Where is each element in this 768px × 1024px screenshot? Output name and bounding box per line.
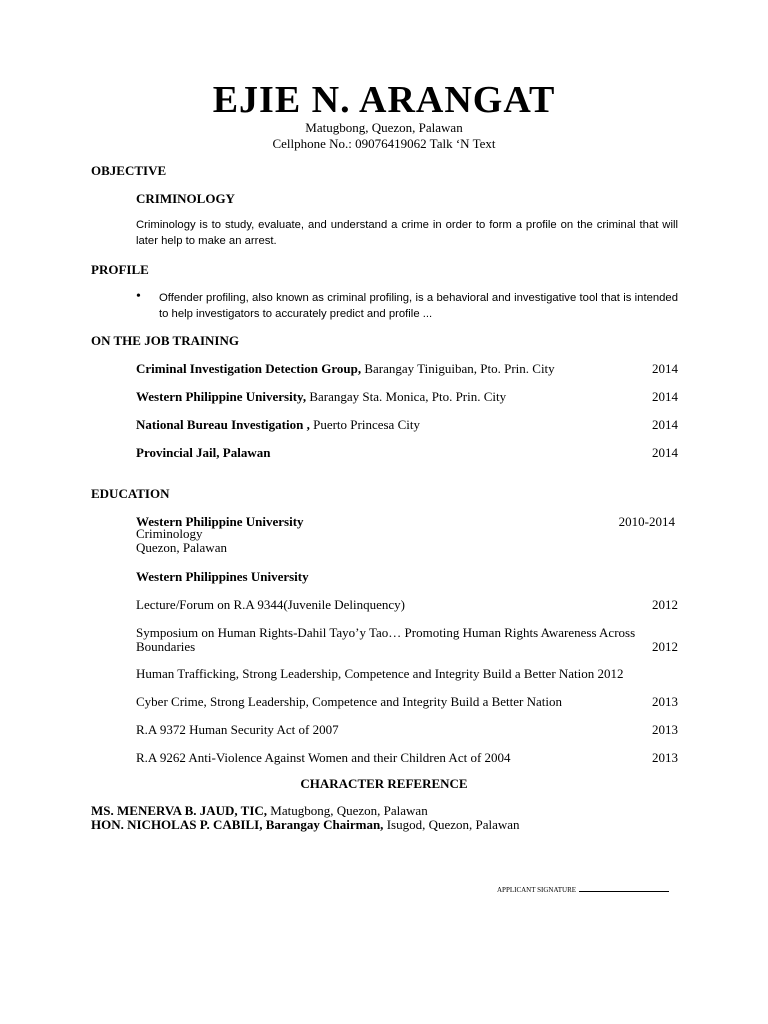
reference-heading: CHARACTER REFERENCE [300, 776, 468, 791]
education-course: Criminology [136, 526, 203, 541]
profile-text: Offender profiling, also known as criminal profiling, is a behavioral and investigative tool that is intended to help investigators to accurately predict and profile ... [159, 292, 678, 320]
ojt-year: 2014 [652, 361, 678, 376]
seminar-year: 2013 [652, 750, 678, 765]
phone-number: Cellphone No.: 09076419062 Talk ‘N Text [272, 136, 496, 151]
ojt-org: Provincial Jail, Palawan [136, 445, 271, 460]
education-school-row [136, 514, 678, 529]
ojt-item [136, 445, 678, 460]
objective-subheading: CRIMINOLOGY [136, 191, 235, 206]
seminar-item [136, 750, 678, 765]
reference-place: Isugod, Quezon, Palawan [383, 817, 520, 832]
education-location: Quezon, Palawan [136, 540, 227, 555]
ojt-place: Barangay Sta. Monica, Pto. Prin. City [306, 389, 507, 404]
seminar-title: R.A 9262 Anti-Violence Against Women and their Children Act of 2004 [136, 750, 511, 765]
seminar-year: 2012 [652, 597, 678, 612]
ojt-place: Puerto Princesa City [309, 417, 420, 432]
bullet-icon: • [136, 289, 141, 304]
ojt-item [136, 389, 678, 404]
signature-line [497, 885, 669, 895]
ojt-org: Western Philippine University, [136, 389, 307, 404]
ojt-org: National Bureau Investigation , [136, 417, 310, 432]
seminar-item [136, 666, 678, 681]
seminar-title: R.A 9372 Human Security Act of 2007 [136, 722, 339, 737]
reference-name: MS. MENERVA B. JAUD, TIC, [91, 803, 268, 818]
objective-text: Criminology is to study, evaluate, and understand a crime in order to form a profile on the criminal that will later help to make an arrest. [136, 219, 678, 247]
ojt-year: 2014 [652, 445, 678, 460]
seminar-item-continued [136, 639, 678, 654]
signature-label: APPLICANT SIGNATURE [497, 886, 577, 894]
ojt-year: 2014 [652, 417, 678, 432]
objective-heading: OBJECTIVE [91, 163, 167, 178]
address: Matugbong, Quezon, Palawan [305, 120, 463, 135]
profile-heading: PROFILE [91, 262, 149, 277]
ojt-item [136, 361, 678, 376]
reference-item [91, 804, 428, 818]
seminar-title: Cyber Crime, Strong Leadership, Competence and Integrity Build a Better Nation [136, 694, 563, 709]
seminar-item [136, 597, 678, 612]
seminar-year: 2013 [652, 722, 678, 737]
seminar-title-continued: Boundaries [136, 639, 196, 654]
seminar-title: Symposium on Human Rights-Dahil Tayo’y Tao… Promoting Human Rights Awareness Across [136, 625, 636, 640]
seminar-item [136, 722, 678, 737]
reference-name: HON. NICHOLAS P. CABILI, Barangay Chairman, [91, 817, 384, 832]
applicant-name: EJIE N. ARANGAT [212, 79, 556, 121]
signature-underline [579, 885, 669, 892]
ojt-heading: ON THE JOB TRAINING [91, 333, 239, 348]
ojt-org: Criminal Investigation Detection Group, [136, 361, 362, 376]
education-heading: EDUCATION [91, 486, 170, 501]
reference-item [91, 818, 520, 832]
seminar-item [136, 694, 678, 709]
ojt-place: Barangay Tiniguiban, Pto. Prin. City [361, 361, 555, 376]
seminar-year: 2013 [652, 694, 678, 709]
seminar-year: 2012 [652, 639, 678, 654]
ojt-item [136, 417, 678, 432]
education-school: Western Philippine University [136, 514, 304, 529]
ojt-year: 2014 [652, 389, 678, 404]
seminars-school: Western Philippines University [136, 569, 309, 584]
reference-place: Matugbong, Quezon, Palawan [267, 803, 428, 818]
education-years: 2010-2014 [618, 514, 675, 529]
seminar-title: Human Trafficking, Strong Leadership, Competence and Integrity Build a Better Nation 2012 [136, 666, 624, 681]
seminar-item [136, 625, 678, 640]
seminar-title: Lecture/Forum on R.A 9344(Juvenile Delinquency) [136, 597, 405, 612]
